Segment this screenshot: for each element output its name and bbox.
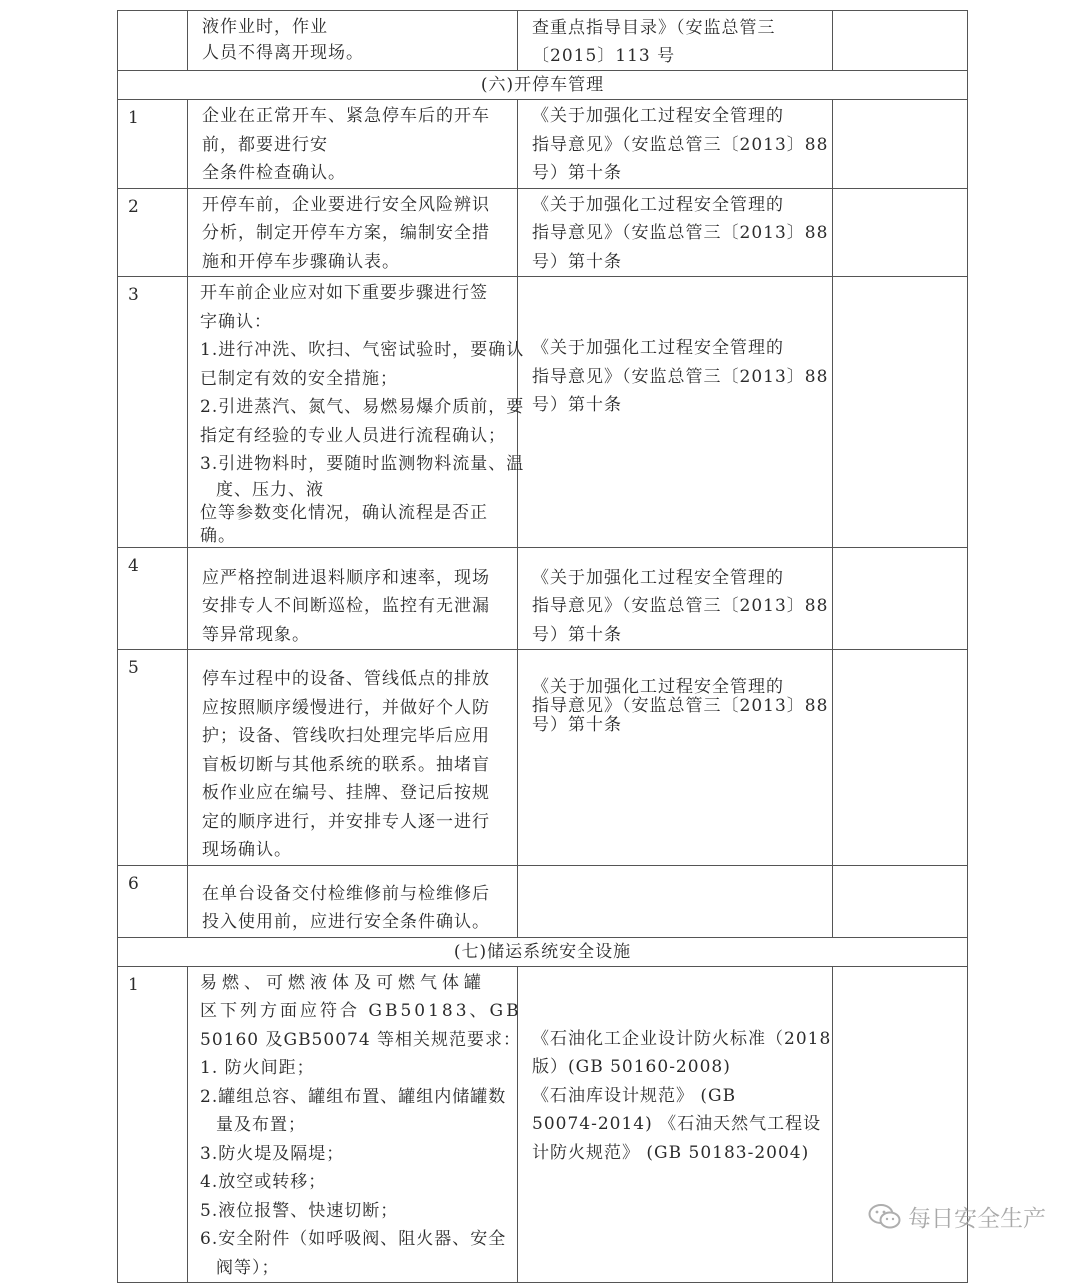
- text-line: 号）第十条: [532, 163, 622, 183]
- basis-cell: [518, 650, 833, 866]
- text-line: 液作业时，作业: [202, 17, 328, 37]
- section-heading-row: [118, 937, 968, 966]
- text-line: 阀等）；: [216, 1257, 280, 1278]
- text-line: 板作业应在编号、挂牌、登记后按规: [202, 783, 490, 803]
- text-line: 应严格控制进退料顺序和速率，现场: [202, 567, 490, 588]
- text-line: 护；设备、管线吹扫处理完毕后应用: [202, 726, 490, 746]
- table-row: [118, 966, 968, 1283]
- text-line: 5.液位报警、快速切断；: [200, 1200, 399, 1221]
- text-line: 指导意见》（安监总管三〔2013〕88: [532, 366, 829, 387]
- text-line: 位等参数变化情况，确认流程是否正: [200, 502, 488, 523]
- text-line: 《关于加强化工过程安全管理的: [532, 194, 784, 215]
- basis-cell: [518, 865, 833, 937]
- text-line: 4.放空或转移；: [200, 1172, 327, 1192]
- row-number: 3: [118, 277, 188, 548]
- text-line: 量及布置；: [216, 1115, 306, 1135]
- text-line: 区下列方面应符合 GB50183、GB: [200, 1001, 522, 1021]
- table-row: [118, 650, 968, 866]
- text-line: 已制定有效的安全措施；: [200, 368, 398, 389]
- text-line: 定的顺序进行，并安排专人逐一进行: [202, 811, 490, 832]
- text-line: 《关于加强化工过程安全管理的: [532, 106, 784, 126]
- text-line: 《关于加强化工过程安全管理的: [532, 567, 784, 588]
- requirement-cell: [188, 11, 518, 71]
- text-line: 盲板切断与其他系统的联系。抽堵盲: [202, 754, 490, 775]
- text-line: 等异常现象。: [202, 624, 310, 645]
- text-line: 查重点指导目录》（安监总管三: [532, 18, 776, 38]
- table-row: [118, 547, 968, 650]
- section-heading-row: [118, 71, 968, 100]
- text-line: 2.罐组总容、罐组布置、罐组内储罐数: [200, 1086, 507, 1107]
- text-line: 号）第十条: [532, 251, 622, 272]
- requirement-cell: [188, 547, 518, 650]
- text-line: 《关于加强化工过程安全管理的: [532, 677, 784, 697]
- text-line: 应按照顺序缓慢进行，并做好个人防: [202, 697, 490, 718]
- row-number: 2: [118, 188, 188, 277]
- result-cell: [833, 547, 968, 650]
- text-line: 3.防火堤及隔堤；: [200, 1143, 345, 1164]
- text-line: 计防火规范》 (GB 50183-2004): [532, 1142, 810, 1163]
- row-number: 6: [118, 865, 188, 937]
- result-cell: [833, 277, 968, 548]
- requirement-cell: [188, 188, 518, 277]
- basis-cell: [518, 547, 833, 650]
- text-line: 开停车前，企业要进行安全风险辨识: [202, 194, 490, 215]
- requirement-cell: [188, 100, 518, 189]
- watermark-text: 每日安全生产: [908, 1206, 1046, 1232]
- text-line: 指导意见》（安监总管三〔2013〕88: [532, 696, 829, 716]
- safety-checklist-table: [117, 10, 968, 1283]
- text-line: 全条件检查确认。: [202, 163, 346, 183]
- text-line: 号）第十条: [532, 715, 622, 735]
- text-line: 2.引进蒸汽、氮气、易燃易爆介质前，要: [200, 397, 525, 417]
- row-number: 1: [118, 100, 188, 189]
- result-cell: [833, 966, 968, 1283]
- basis-cell: [518, 277, 833, 548]
- table-row: [118, 188, 968, 277]
- text-line: 开车前企业应对如下重要步骤进行签: [200, 283, 488, 303]
- text-line: 在单台设备交付检维修前与检维修后: [202, 883, 490, 904]
- text-line: 50160 及GB50074 等相关规范要求：: [200, 1029, 522, 1050]
- text-line: 度、压力、液: [216, 479, 324, 500]
- section-title: (六)开停车管理: [118, 71, 968, 100]
- section-title: (七)储运系统安全设施: [118, 937, 968, 966]
- text-line: 3.引进物料时，要随时监测物料流量、温: [200, 454, 525, 474]
- text-line: 指定有经验的专业人员进行流程确认；: [200, 425, 506, 446]
- text-line: 指导意见》（安监总管三〔2013〕88: [532, 596, 829, 616]
- result-cell: [833, 865, 968, 937]
- text-line: 易燃、可燃液体及可燃气体罐: [200, 972, 486, 993]
- text-line: 《石油库设计规范》 (GB: [532, 1085, 737, 1106]
- text-line: 企业在正常开车、紧急停车后的开车: [202, 106, 490, 126]
- text-line: 50074-2014) 《石油天然气工程设: [532, 1114, 822, 1134]
- wechat-icon: [868, 1203, 902, 1231]
- table-row: [118, 100, 968, 189]
- basis-cell: [518, 966, 833, 1283]
- text-line: 前，都要进行安: [202, 134, 328, 155]
- text-line: 施和开停车步骤确认表。: [202, 251, 400, 272]
- basis-cell: [518, 188, 833, 277]
- text-line: 《关于加强化工过程安全管理的: [532, 338, 784, 358]
- result-cell: [833, 100, 968, 189]
- row-number: 4: [118, 547, 188, 650]
- row-number: 5: [118, 650, 188, 866]
- text-line: 安排专人不间断巡检，监控有无泄漏: [202, 596, 490, 616]
- table-row: [118, 11, 968, 71]
- requirement-cell: [188, 650, 518, 866]
- text-line: 现场确认。: [202, 840, 292, 860]
- text-line: 字确认：: [200, 311, 272, 332]
- basis-cell: [518, 100, 833, 189]
- text-line: 6.安全附件（如呼吸阀、阻火器、安全: [200, 1229, 507, 1249]
- text-line: 停车过程中的设备、管线低点的排放: [202, 669, 490, 689]
- text-line: 确。: [200, 525, 236, 546]
- text-line: 指导意见》（安监总管三〔2013〕88: [532, 134, 829, 155]
- table-row: [118, 865, 968, 937]
- basis-cell: [518, 11, 833, 71]
- requirement-cell: [188, 966, 522, 1283]
- text-line: 人员不得离开现场。: [202, 43, 364, 63]
- text-line: 分析，制定开停车方案，编制安全措: [202, 223, 490, 243]
- text-line: 〔2015〕113 号: [532, 46, 676, 66]
- text-line: 指导意见》（安监总管三〔2013〕88: [532, 223, 829, 243]
- text-line: 投入使用前，应进行安全条件确认。: [202, 912, 490, 932]
- text-line: 号）第十条: [532, 395, 622, 415]
- source-watermark: [868, 1200, 1046, 1233]
- text-line: 版）(GB 50160-2008): [532, 1057, 731, 1077]
- row-number: 1: [118, 966, 188, 1283]
- text-line: 号）第十条: [532, 624, 622, 645]
- requirement-cell: [188, 865, 518, 937]
- result-cell: [833, 188, 968, 277]
- table-row: [118, 277, 968, 548]
- requirement-cell: [188, 277, 525, 548]
- text-line: 1. 防火间距；: [200, 1058, 315, 1078]
- row-number-cell: [118, 11, 188, 71]
- text-line: 1.进行冲洗、吹扫、气密试验时，要确认: [200, 340, 525, 360]
- text-line: 《石油化工企业设计防火标准（2018: [532, 1028, 832, 1049]
- result-cell: [833, 650, 968, 866]
- result-cell: [833, 11, 968, 71]
